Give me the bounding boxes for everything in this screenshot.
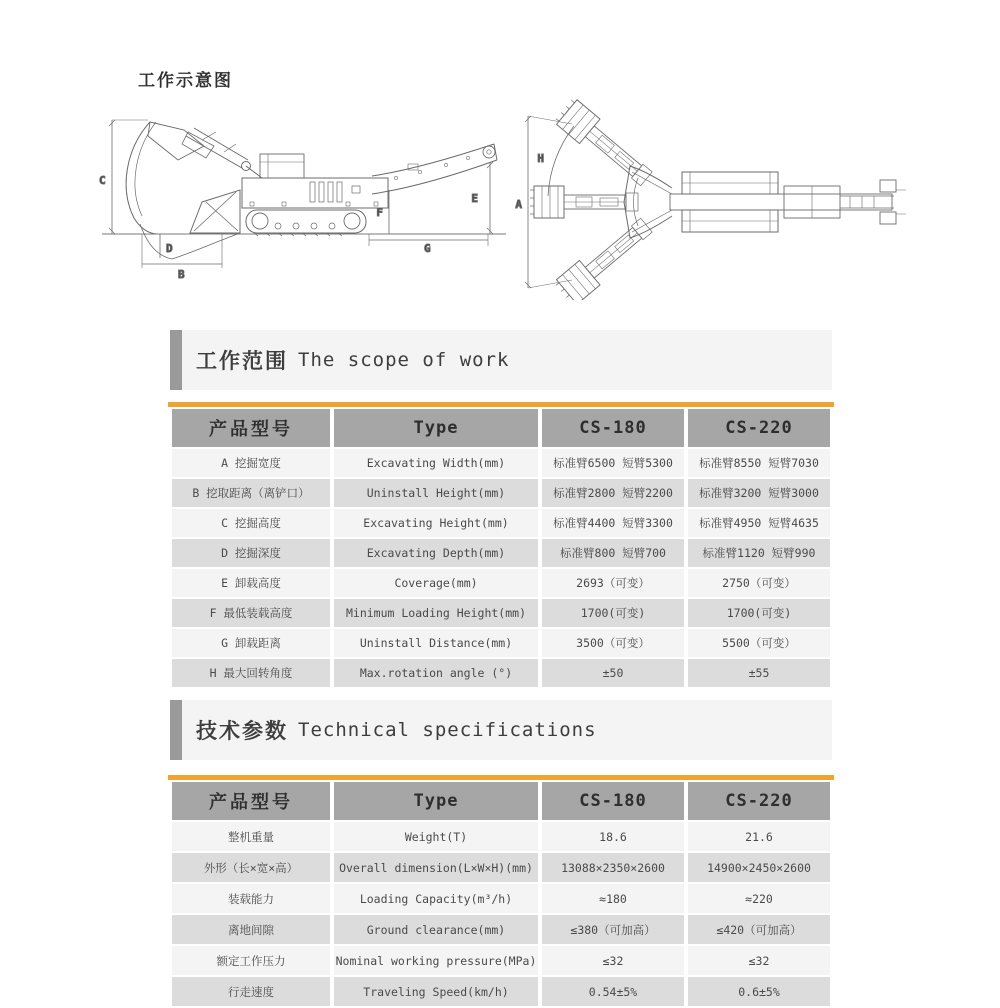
table-cell: 整机重量: [172, 822, 330, 851]
table-cell: Excavating Height(mm): [334, 509, 538, 537]
section-title-zh: 技术参数: [196, 719, 288, 743]
header-cell-cs180: CS-180: [542, 409, 684, 447]
table-row: [172, 599, 830, 627]
header-cell-type: Type: [334, 782, 538, 820]
table-row: [172, 479, 830, 507]
dimension-label-f: F: [376, 206, 383, 219]
table-cell: ≤32: [688, 946, 830, 975]
table-cell: Loading Capacity(m³/h): [334, 884, 538, 913]
table-cell: H 最大回转角度: [172, 659, 330, 687]
table-cell: ±55: [688, 659, 830, 687]
table-cell: Max.rotation angle (°): [334, 659, 538, 687]
table-cell: 额定工作压力: [172, 946, 330, 975]
table-cell: ≈180: [542, 884, 684, 913]
table-row: [172, 629, 830, 657]
header-cell-model: 产品型号: [172, 782, 330, 820]
table-cell: E 卸载高度: [172, 569, 330, 597]
table-cell: 标准臂4950 短臂4635: [688, 509, 830, 537]
table-row: [172, 915, 830, 944]
side-view-diagram: [90, 106, 510, 298]
table-cell: 0.54±5%: [542, 977, 684, 1006]
dimension-label-g: G: [424, 242, 431, 255]
table-cell: Excavating Depth(mm): [334, 539, 538, 567]
dimension-label-c: C: [99, 174, 106, 187]
table-cell: 标准臂3200 短臂3000: [688, 479, 830, 507]
header-cell-cs180: CS-180: [542, 782, 684, 820]
table-cell: Overall dimension(L×W×H)(mm): [334, 853, 538, 882]
table-cell: 行走速度: [172, 977, 330, 1006]
table-cell: 0.6±5%: [688, 977, 830, 1006]
dimension-label-e: E: [471, 192, 478, 205]
section-title-en: Technical specifications: [298, 719, 597, 741]
table-cell: 标准臂800 短臂700: [542, 539, 684, 567]
technical-specs-table: [168, 775, 834, 1008]
table-cell: 13088×2350×2600: [542, 853, 684, 882]
table-cell: 标准臂2800 短臂2200: [542, 479, 684, 507]
section-accent-bar: [170, 330, 182, 390]
table-cell: 3500（可变）: [542, 629, 684, 657]
scope-of-work-table: [168, 402, 834, 689]
table-cell: 2750（可变）: [688, 569, 830, 597]
table-cell: Nominal working pressure(MPa): [334, 946, 538, 975]
table-cell: Uninstall Distance(mm): [334, 629, 538, 657]
table-row: [172, 853, 830, 882]
table-cell: B 挖取距离（离铲口）: [172, 479, 330, 507]
table-cell: C 挖掘高度: [172, 509, 330, 537]
section-header-scope-of-work: [170, 330, 832, 390]
table-cell: 2693（可变）: [542, 569, 684, 597]
table-row: [172, 569, 830, 597]
table-cell: Uninstall Height(mm): [334, 479, 538, 507]
dimension-label-d: D: [166, 242, 173, 255]
table-cell: 离地间隙: [172, 915, 330, 944]
header-cell-type: Type: [334, 409, 538, 447]
table-cell: 标准臂6500 短臂5300: [542, 449, 684, 477]
table-cell: Traveling Speed(km/h): [334, 977, 538, 1006]
header-cell-cs220: CS-220: [688, 409, 830, 447]
table-cell: 18.6: [542, 822, 684, 851]
dimension-label-h: H: [537, 152, 544, 165]
section-header-technical-specs: [170, 700, 832, 760]
table-cell: ±50: [542, 659, 684, 687]
table-row: [172, 822, 830, 851]
table-cell: 外形（长×宽×高）: [172, 853, 330, 882]
dimension-label-b: B: [178, 268, 185, 281]
table-header-row: [172, 782, 830, 820]
section-accent-bar: [170, 700, 182, 760]
table-cell: 5500（可变）: [688, 629, 830, 657]
table-cell: 14900×2450×2600: [688, 853, 830, 882]
table-cell: 1700(可变): [688, 599, 830, 627]
table-cell: 标准臂4400 短臂3300: [542, 509, 684, 537]
table-cell: 21.6: [688, 822, 830, 851]
table-cell: 装载能力: [172, 884, 330, 913]
header-cell-model: 产品型号: [172, 409, 330, 447]
table-row: [172, 884, 830, 913]
table-cell: ≤420（可加高）: [688, 915, 830, 944]
table-cell: A 挖掘宽度: [172, 449, 330, 477]
table-row: [172, 946, 830, 975]
top-view-diagram: [502, 98, 920, 300]
table-cell: 标准臂8550 短臂7030: [688, 449, 830, 477]
table-cell: Coverage(mm): [334, 569, 538, 597]
dimension-label-a: A: [515, 198, 522, 211]
header-cell-cs220: CS-220: [688, 782, 830, 820]
table-cell: G 卸载距离: [172, 629, 330, 657]
table-cell: 1700(可变): [542, 599, 684, 627]
table-row: [172, 539, 830, 567]
table-cell: ≤380（可加高）: [542, 915, 684, 944]
table-row: [172, 509, 830, 537]
table-cell: ≈220: [688, 884, 830, 913]
page-title: 工作示意图: [138, 71, 233, 91]
section-title-en: The scope of work: [298, 349, 510, 371]
table-cell: Ground clearance(mm): [334, 915, 538, 944]
table-cell: D 挖掘深度: [172, 539, 330, 567]
table-cell: Weight(T): [334, 822, 538, 851]
table-row: [172, 449, 830, 477]
table-cell: Minimum Loading Height(mm): [334, 599, 538, 627]
table-row: [172, 977, 830, 1006]
table-header-row: [172, 409, 830, 447]
table-cell: ≤32: [542, 946, 684, 975]
table-row: [172, 659, 830, 687]
table-cell: 标准臂1120 短臂990: [688, 539, 830, 567]
table-cell: F 最低装载高度: [172, 599, 330, 627]
table-cell: Excavating Width(mm): [334, 449, 538, 477]
section-title-zh: 工作范围: [196, 349, 288, 373]
